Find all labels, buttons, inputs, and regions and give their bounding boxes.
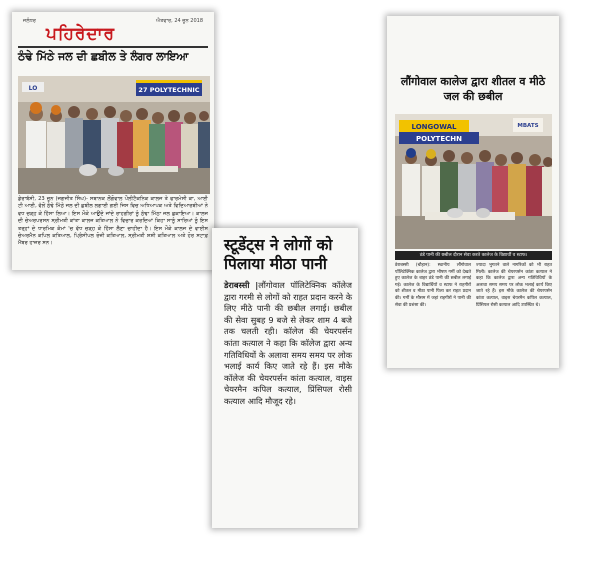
photo-caption: ठंडे पानी की छबील दौरान सेवा करते कालेज के विद्यार्थी व स्टाफ। [395,251,552,260]
edition-meta: ਜਲੰਧਰ [23,18,36,24]
water-pot [447,208,463,218]
dateline: डेराबस्सी | [224,280,259,290]
news-photo [395,114,552,249]
banner-text-2: POLYTECHN [416,135,462,143]
newspaper-clipping-hindi-middle [212,228,358,528]
newspaper-clipping-hindi-right [387,16,559,368]
headline: स्टूडेंट्स ने लोगों को पिलाया मीठा पानी [224,236,333,273]
banner-text: LONGOWAL [411,123,457,131]
article-body: ਡੇਰਾਬੱਸੀ, 23 ਜੂਨ (ਜਗਜੀਤ ਸਿੰਘ)- ਸਥਾਨਕ ਲੌਂਗੋਵਾਲ ਪੌਲੀਟੈਕਨਿਕ ਕਾਲਜ ਤੇ ਫਾਰਮੇਸੀ ਕਾ, ਆਈ ਟੀ ਆਈ, ਵੱਲੋਂ ਠੰਢੇ ਮਿੱਠੇ ਜਲ ਦੀ ਛਬੀਲ ਲਗਾਈ ਗਈ ਜਿਸ ਵਿਚ ਅਧਿਆਪਕ ਅਤੇ ਵਿਦਿਆਰਥੀਆਂ ਨੇ ਵਧ ਚੜ੍ਹ ਕੇ ਹਿੱਸਾ ਲਿਆ। ਇਸ ਮੌਕੇ ਆਉਂਦੇ ਜਾਂਦੇ ਰਾਹਗੀਰਾਂ ਨੂੰ ਠੰਢਾ ਮਿੱਠਾ ਜਲ ਛਕਾਇਆ। ਕਾਲਜ ਦੀ ਚੇਅਰਪਰਸਨ ਸ੍ਰੀਮਤੀ ਕਾਂਤਾ ਕਾਲਜ ਕਤਿਆਲ ਨੇ ਵਿਚਾਰ ਕਰਦਿਆਂ ਕਿਹਾ ਸਾਨੂੰ ਸਾਰਿਆਂ ਨੂੰ ਇਸ ਤਰ੍ਹਾਂ ਦੇ ਧਾਰਮਿਕ ਕੰਮਾਂ 'ਚ ਵੱਧ ਚੜ੍ਹ ਕੇ ਹਿੱਸਾ ਲੈਣਾ ਚਾਹੀਦਾ ਹੈ। ਇਸ ਮੌਕੇ ਕਾਲਜ ਦੇ ਵਾਈਸ ਚੇਅਰਮੈਨ ਕਪਿਲ ਕਤਿਆਲ, ਪ੍ਰਿੰਸੀਪਲ ਰੋਜ਼ੀ ਕਤਿਆਲ, ਸ੍ਰੀਮਤੀ ਸ਼ਸ਼ੀ ਕਤਿਆਲ ਅਤੇ ਹੋਰ ਸਟਾਫ਼ ਮੈਂਬਰ ਹਾਜ਼ਰ ਸਨ। [18,196,208,247]
headline: ਠੰਢੇ ਮਿੱਠੇ ਜਲ ਦੀ ਛਬੀਲ ਤੇ ਲੰਗਰ ਲਾਇਆ [18,50,189,63]
headline: लौंगोवाल कालेज द्वारा शीतल व मीठे जल की छबील [400,75,546,103]
masthead-rule [18,46,208,48]
date-meta: ਐਤਵਾਰ, 24 ਜੂਨ 2018 [156,18,203,24]
article-body [224,280,352,408]
newspaper-clipping-punjabi [12,12,214,270]
sign-text: MBATS [517,123,539,129]
article-column-left: डेराबस्सी (चौहान): स्थानीय लौंगोवाल पॉलिटेक्निक कालेज द्वारा भीषण गर्मी को देखते हुए कालेज के बाहर ठंडे पानी की छबील लगाई गई। कालेज के विद्यार्थियों व स्टाफ ने राहगीरों को शीतल व मीठा पानी पिला कर राहत प्रदान की। गर्मी के मौसम में जहां राहगीरों ने पानी की सेवा की प्रशंसा की। [395,263,471,308]
masthead [18,16,208,46]
water-pot [79,164,97,176]
banner-text: 27 POLYTECHNIC [138,86,200,94]
article-column-right: ज्यादा भुगतने वाले नागरिकों को भी राहत मिली। कालेज की चेयरपर्सन कांता कत्याल ने कहा कि कालेज द्वारा अन्य गतिविधियों के अलावा समय समय पर लोक भलाई कार्य किए जाते रहे हैं। इस मौके कालेज की चेयरपर्सन कांता कत्याल, वाइस चेयरमैन कपिल कत्याल, प्रिंसिपल रोसी कत्याल आदि उपस्थित थे। [476,263,552,308]
paper-name: ਪਹਿਰੇਦਾਰ [46,24,116,44]
news-photo [18,76,210,194]
sign-text: LO [28,85,38,92]
article-text: लौंगोवाल पॉलिटेक्निक कॉलेज द्वारा गरमी से लोगों को राहत प्रदान करने के लिए मीठे पानी की छबील लगाई। छबील की सेवा सुबह 9 बजे से लेकर शाम 4 बजे तक चलती रही। कॉलेज की चेयरपर्सन कांता कत्याल ने कहा कि कॉलेज द्वारा अन्य गतिविधियों के अलावा समय समय पर लोक भलाई कार्य किए जाते रहे हैं। इस मौके कॉलेज की चेयरपर्सन कांता कत्याल, वाइस चेयरमैन कपिल कत्याल, प्रिंसिपल रोसी कत्याल आदि मौजूद रहे। [224,280,352,406]
